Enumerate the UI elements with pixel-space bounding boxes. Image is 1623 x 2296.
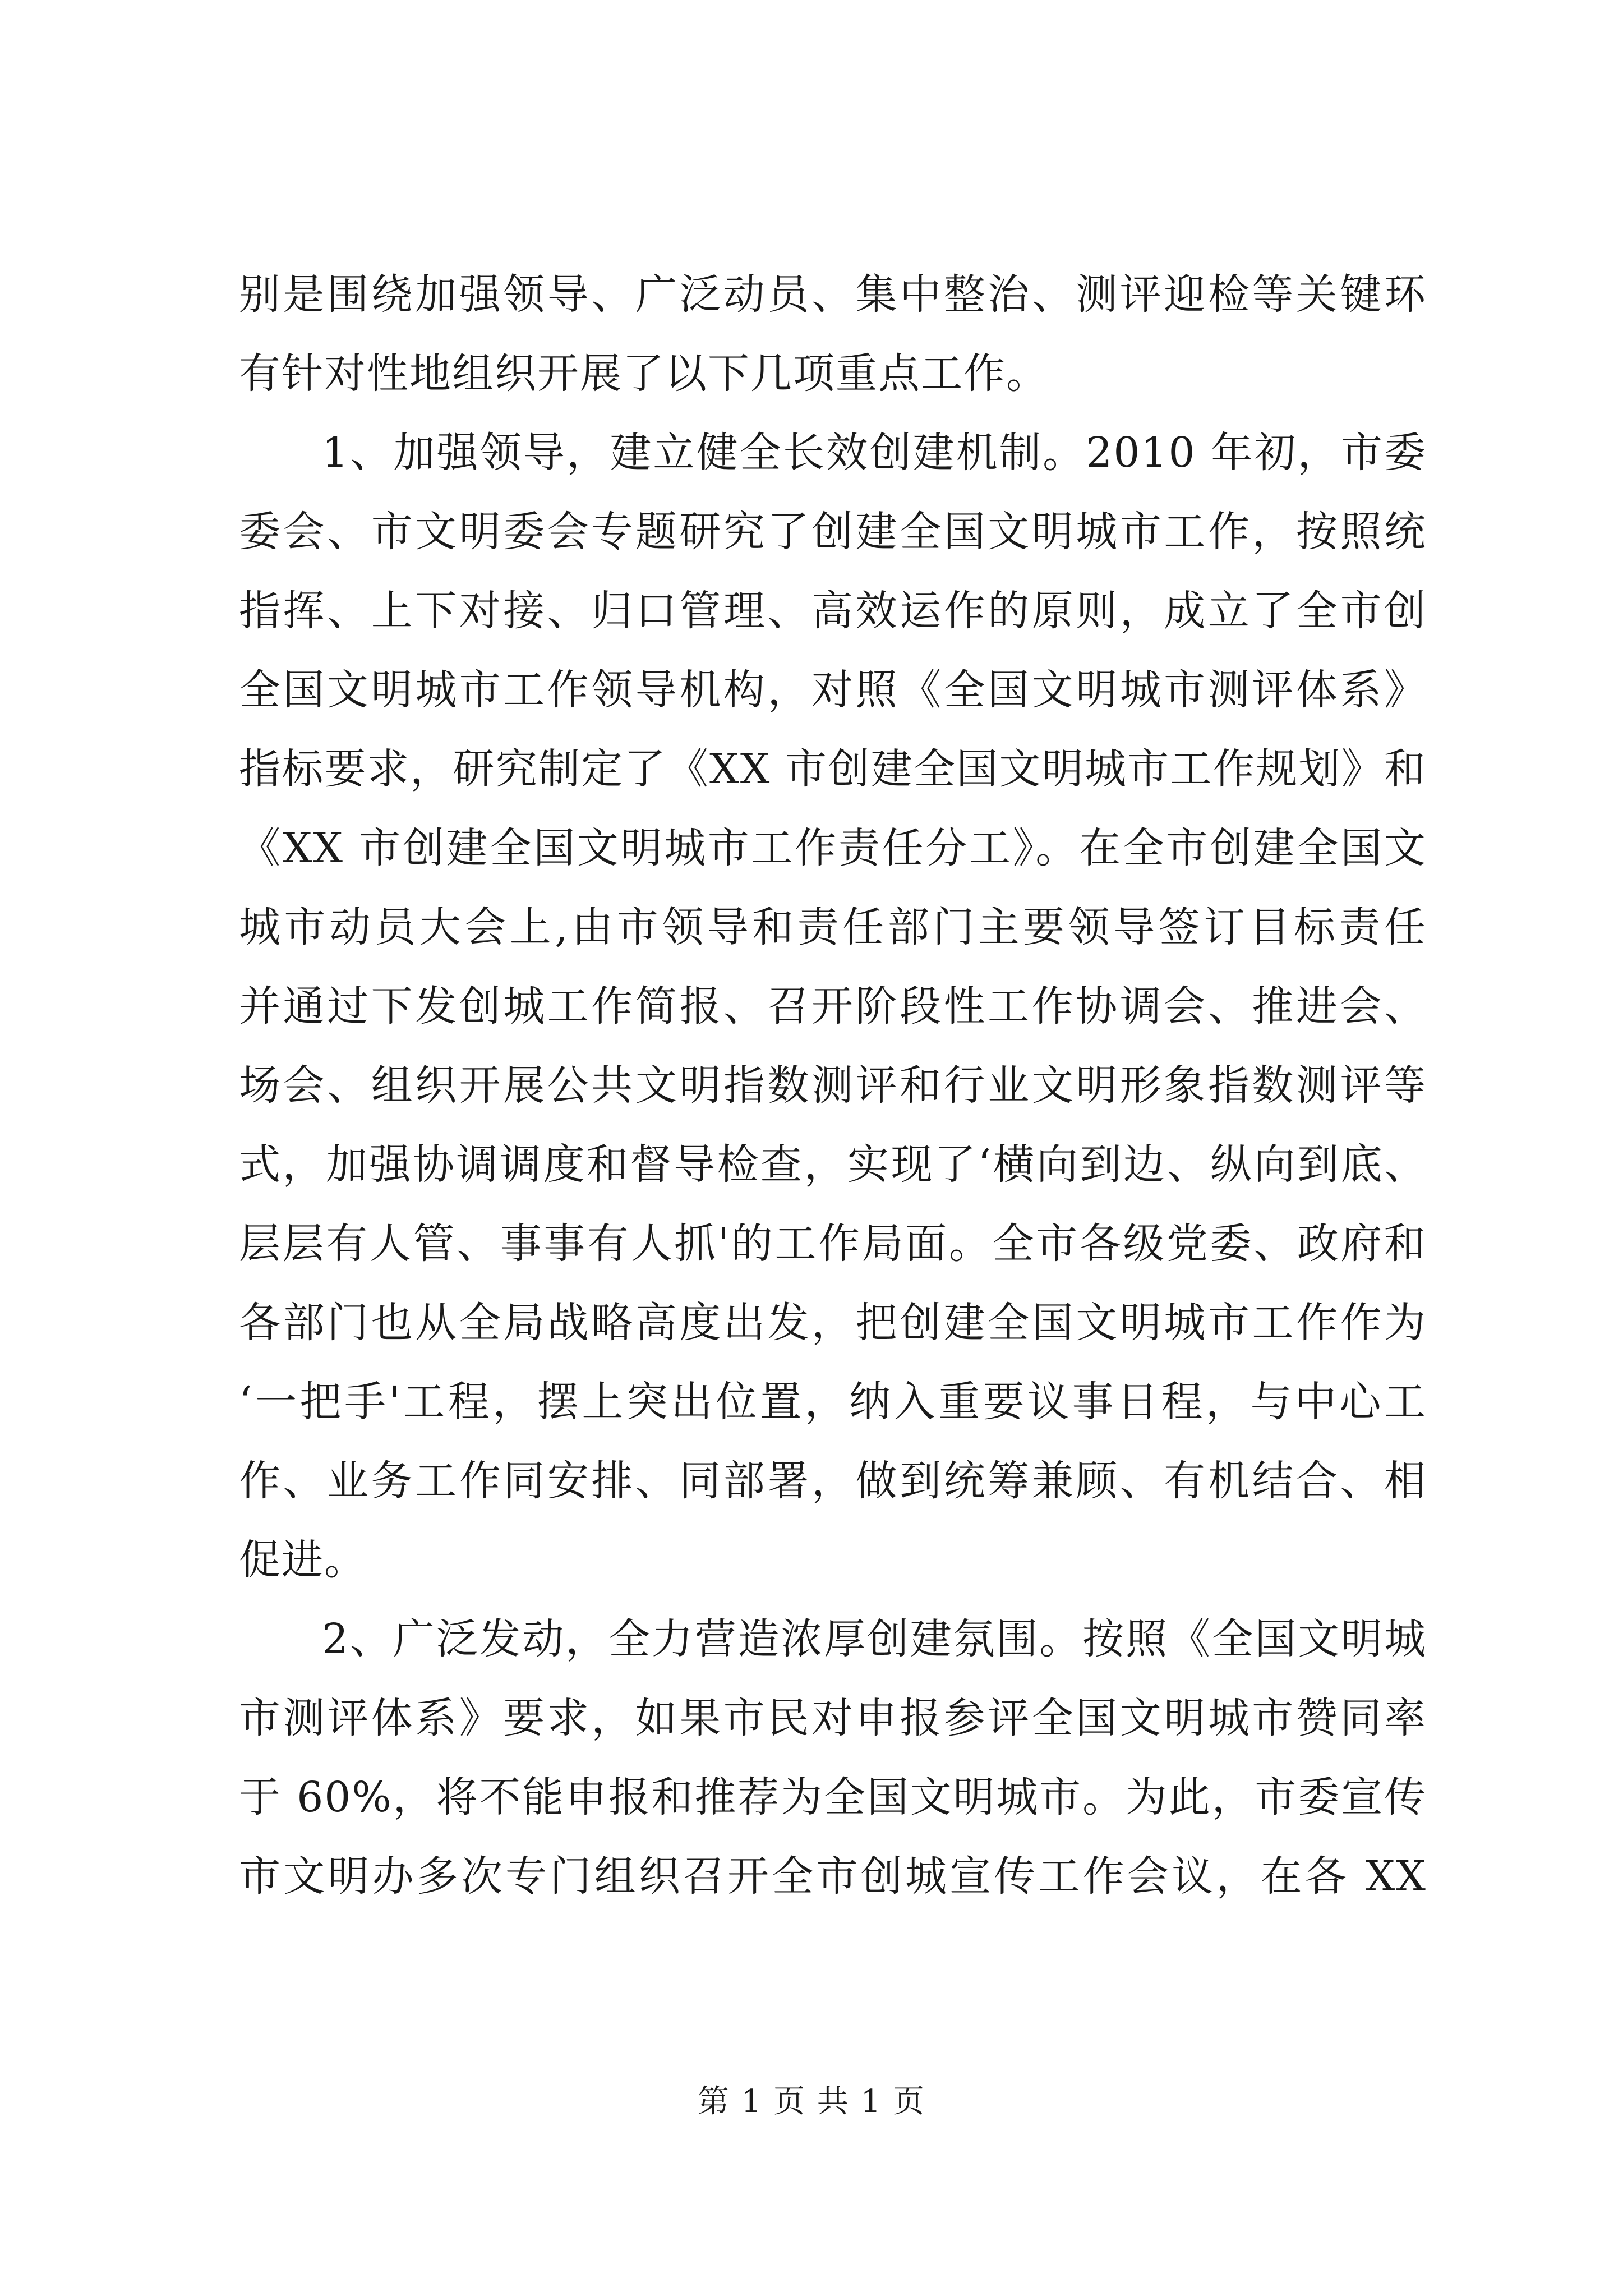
text-line: 指挥、上下对接、归口管理、高效运作的原则，成立了全市创 <box>239 587 1427 635</box>
paragraph-1-first-line: 1、加强领导，建立健全长效创建机制。2010 年初，市委 <box>322 429 1427 477</box>
text-line: 层层有人管、事事有人抓'的工作局面。全市各级党委、政府和 <box>239 1220 1427 1268</box>
document-body <box>239 255 1427 1916</box>
text-line: 市文明办多次专门组织召开全市创城宣传工作会议，在各 XX <box>239 1852 1427 1901</box>
text-line: 各部门也从全局战略高度出发，把创建全国文明城市工作作为 <box>239 1299 1427 1347</box>
text-line: 式，加强协调调度和督导检查，实现了‘横向到边、纵向到底、 <box>239 1140 1427 1189</box>
text-line: 并通过下发创城工作简报、召开阶段性工作协调会、推进会、 <box>239 982 1427 1030</box>
text-line: 促进。 <box>239 1536 367 1584</box>
text-line: 城市动员大会上,由市领导和责任部门主要领导签订目标责任 <box>239 903 1427 951</box>
text-line: 作、业务工作同安排、同部署，做到统筹兼顾、有机结合、相 <box>239 1457 1427 1505</box>
paragraph-2-first-line: 2、广泛发动，全力营造浓厚创建氛围。按照《全国文明城 <box>322 1615 1427 1663</box>
text-line: 于 60%，将不能申报和推荐为全国文明城市。为此，市委宣传 <box>239 1773 1427 1821</box>
text-line: ‘一把手'工程，摆上突出位置，纳入重要议事日程，与中心工 <box>239 1378 1427 1426</box>
text-line: 指标要求，研究制定了《XX 市创建全国文明城市工作规划》和 <box>239 745 1427 793</box>
page-number-footer: 第 1 页 共 1 页 <box>697 2083 926 2120</box>
text-line: 市测评体系》要求，如果市民对申报参评全国文明城市赞同率 <box>239 1694 1427 1742</box>
text-line: 别是围绕加强领导、广泛动员、集中整治、测评迎检等关键环 <box>239 270 1427 319</box>
text-line: 场会、组织开展公共文明指数测评和行业文明形象指数测评等 <box>239 1061 1427 1110</box>
text-line: 有针对性地组织开展了以下几项重点工作。 <box>239 349 1049 398</box>
text-line: 委会、市文明委会专题研究了创建全国文明城市工作，按照统 <box>239 508 1427 556</box>
text-line: 《XX 市创建全国文明城市工作责任分工》。在全市创建全国文 <box>239 824 1427 872</box>
text-line: 全国文明城市工作领导机构，对照《全国文明城市测评体系》 <box>239 666 1427 714</box>
